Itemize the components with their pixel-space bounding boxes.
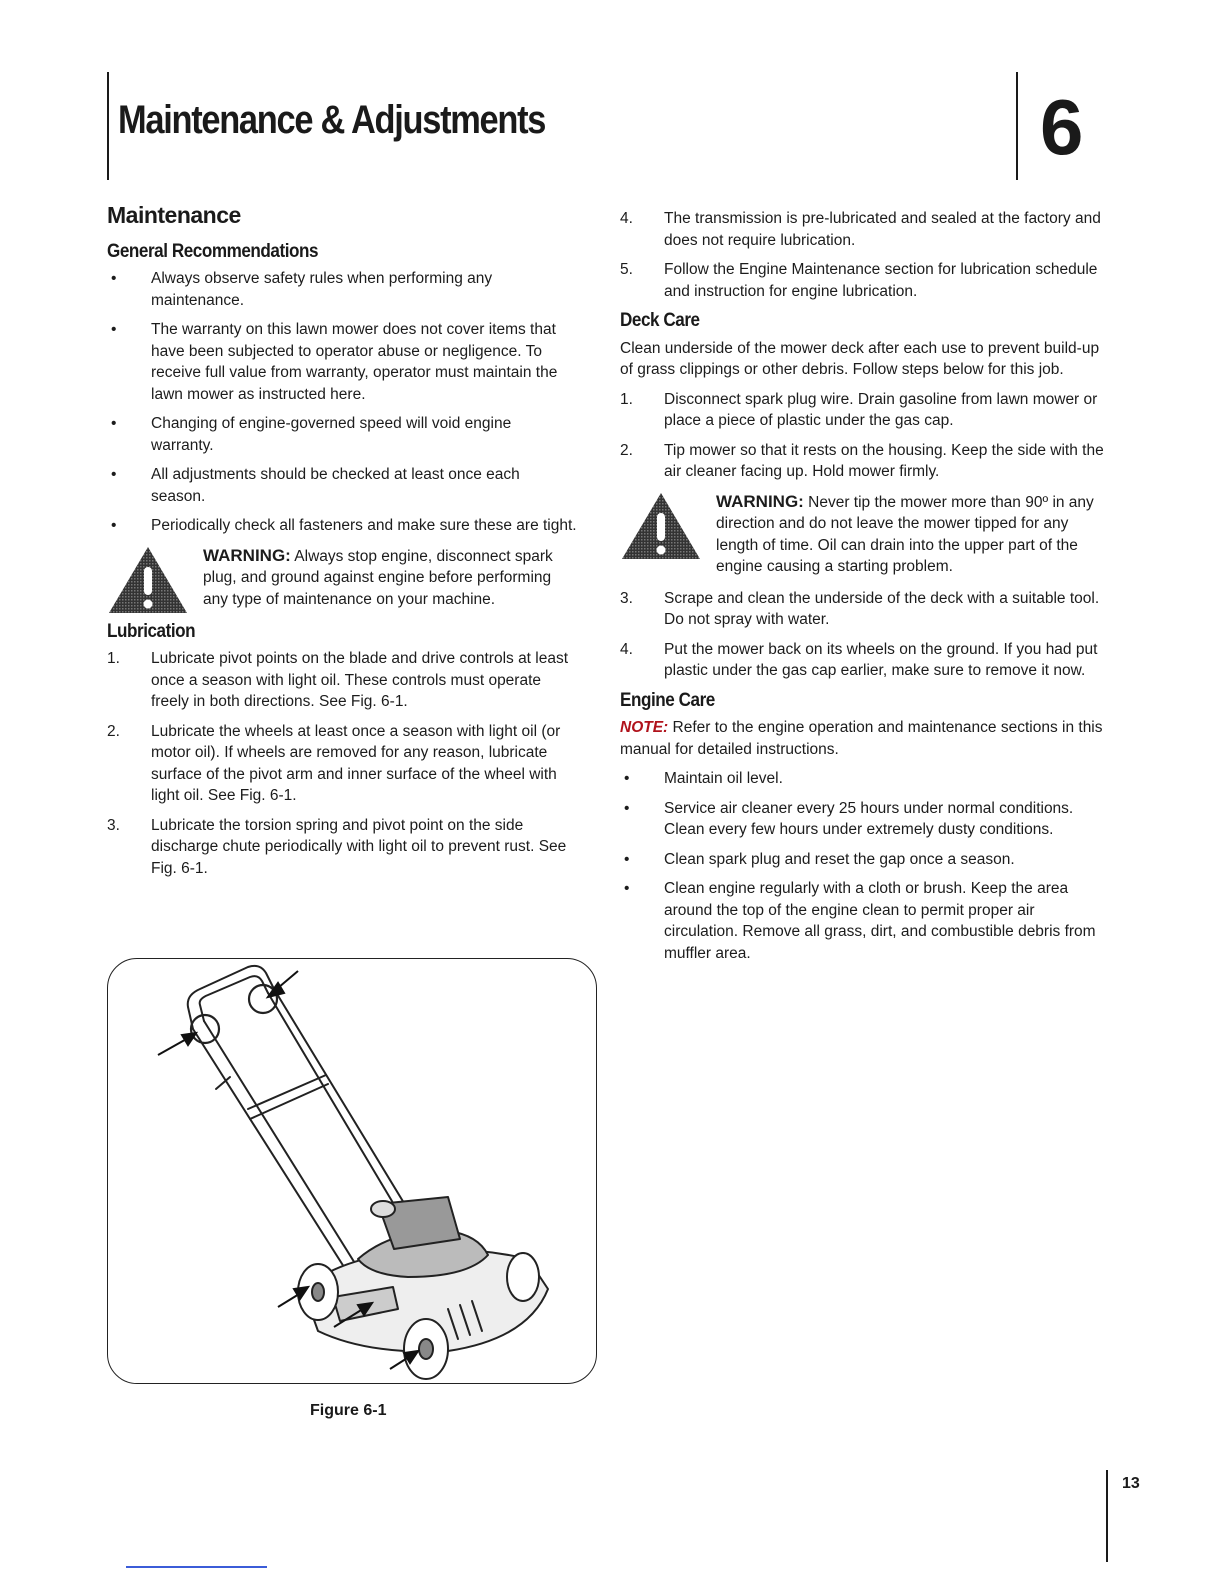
figure-6-1 — [107, 958, 597, 1384]
section-title-maintenance: Maintenance — [107, 202, 241, 228]
warning-triangle-icon — [107, 545, 189, 615]
list-item: 2. Lubricate the wheels at least once a season with light oil (or motor oil). If wheels are removed for any reason, lubricate surface of the pivot arm and inner surface of the wheel with light oil. See Fig. 6-1. — [107, 722, 561, 804]
list-item: 1. Disconnect spark plug wire. Drain gasoline from lawn mower or place a piece of plastic under the gas cap. — [620, 390, 1098, 429]
subsection-title-lubrication: Lubrication — [107, 620, 196, 642]
list-item: • Service air cleaner every 25 hours under normal conditions. Clean every few hours under extremely dusty conditions. — [624, 799, 1074, 838]
list-item: • The warranty on this lawn mower does not cover items that have been subjected to operator abuse or negligence. To receive full value from warranty, operator must maintain the lawn mower as instructed here. — [111, 321, 558, 403]
warning-label: WARNING: — [203, 545, 291, 565]
title-rule-left — [107, 72, 109, 180]
list-item: 4. Put the mower back on its wheels on the ground. If you had put plastic under the gas cap earlier, make sure to remove it now. — [620, 640, 1098, 679]
lawn-mower-illustration — [108, 959, 596, 1383]
bullet-icon: • — [111, 321, 117, 338]
subsection-title-deck-care: Deck Care — [620, 310, 700, 331]
list-item: 3. Lubricate the torsion spring and pivot point on the side discharge chute periodically with light oil to prevent rust. See Fig. 6-1. — [107, 816, 567, 877]
general-recommendations-list — [107, 268, 577, 537]
bullet-icon: • — [111, 517, 117, 534]
subsection-title-general: General Recommendations — [107, 240, 319, 262]
bullet-icon: • — [624, 850, 630, 868]
warning-text: Never tip the mower more than 90º in any direction and do not leave the mower tipped for any length of time. Oil can drain into the upper part of the engine causing a starting problem. — [716, 493, 1094, 575]
warning-label: WARNING: — [716, 491, 804, 511]
list-item: • All adjustments should be checked at least once each season. — [111, 466, 520, 505]
page-number: 13 — [1122, 1475, 1140, 1492]
lubrication-list — [107, 648, 577, 879]
bullet-icon: • — [111, 270, 117, 287]
note-label: NOTE: — [620, 719, 669, 736]
bullet-icon: • — [111, 466, 117, 483]
right-column — [620, 208, 1110, 972]
chapter-number: 6 — [1040, 83, 1084, 171]
engine-care-note — [620, 717, 1110, 760]
left-column — [107, 202, 577, 887]
warning-text: Always stop engine, disconnect spark plug, and ground against engine before performing any type of maintenance on your machine. — [203, 547, 553, 608]
chapter-title: Maintenance & Adjustments — [118, 98, 546, 142]
page-number-rule — [1106, 1470, 1108, 1562]
bullet-icon: • — [624, 880, 630, 897]
note-text: Refer to the engine operation and maintenance sections in this manual for detailed instructions. — [620, 719, 1103, 758]
list-item: • Periodically check all fasteners and make sure these are tight. — [107, 515, 577, 537]
list-item: • Clean engine regularly with a cloth or brush. Keep the area around the top of the engine clean to permit proper air circulation. Remove all grass, dirt, and combustible debris from muffler area. — [624, 880, 1096, 962]
list-item: • Clean spark plug and reset the gap once a season. — [620, 849, 1110, 871]
scan-underline — [126, 1566, 267, 1568]
warning-triangle-icon — [620, 491, 702, 561]
figure-caption: Figure 6-1 — [310, 1402, 387, 1419]
warning-block-deck — [620, 491, 1110, 578]
subsection-title-engine-care: Engine Care — [620, 689, 715, 711]
list-item: 2. Tip mower so that it rests on the housing. Keep the side with the air cleaner facing up. Hold mower firmly. — [620, 441, 1104, 480]
bullet-icon: • — [111, 415, 117, 432]
deck-care-steps-a — [620, 389, 1110, 483]
deck-care-intro: Clean underside of the mower deck after each use to prevent build-up of grass clippings or other debris. Follow steps below for this job. — [620, 339, 1100, 378]
title-rule-right — [1016, 72, 1018, 180]
list-item: 4. The transmission is pre-lubricated and sealed at the factory and does not require lubrication. — [620, 210, 1101, 249]
lubrication-list-continued — [620, 208, 1110, 302]
deck-care-steps-b — [620, 588, 1110, 682]
warning-block-maintenance — [107, 545, 577, 611]
bullet-icon: • — [624, 770, 630, 787]
list-item: 1. Lubricate pivot points on the blade and drive controls at least once a season with light oil. These controls must operate freely in both directions. See Fig. 6-1. — [107, 650, 569, 710]
engine-care-list — [620, 768, 1110, 964]
list-item: 3. Scrape and clean the underside of the deck with a suitable tool. Do not spray with water. — [620, 589, 1100, 628]
list-item: • Always observe safety rules when performing any maintenance. — [111, 270, 493, 309]
list-item: • Changing of engine-governed speed will void engine warranty. — [111, 415, 512, 454]
list-item: 5. Follow the Engine Maintenance section for lubrication schedule and instruction for engine lubrication. — [620, 261, 1098, 300]
list-item: • Maintain oil level. — [620, 768, 1110, 790]
bullet-icon: • — [624, 799, 630, 817]
